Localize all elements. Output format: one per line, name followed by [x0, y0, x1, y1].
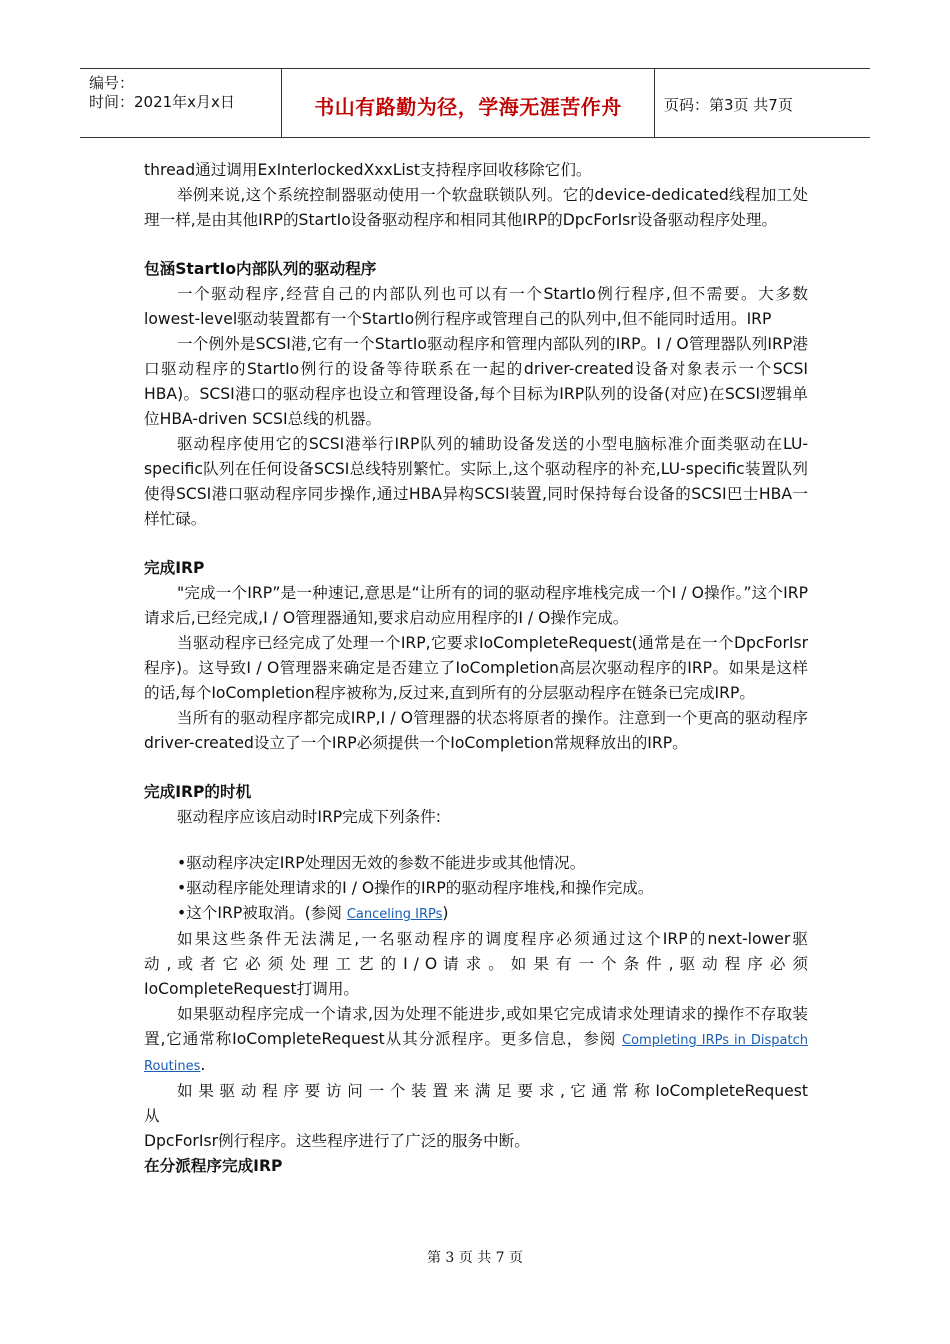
- paragraph: 驱动程序使用它的SCSI港举行IRP队列的辅助设备发送的小型电脑标准介面类驱动在LU-specific队列在任何设备SCSI总线特别繁忙。实际上,这个驱动程序的补充,LU-specific装置队列使得SCSI港口驱动程序同步操作,通过HBA异构SCSI装置,同时保持每台设备的SCSI巴士HBA一样忙碌。: [144, 435, 808, 528]
- paragraph: 当所有的驱动程序都完成IRP,I / O管理器的状态将原者的操作。注意到一个更高的驱动程序driver-created设立了一个IRP必须提供一个IoCompletion常规释放出的IRP。: [144, 709, 808, 752]
- list-item: •驱动程序决定IRP处理因无效的参数不能进步或其他情况。: [177, 854, 586, 872]
- header-page-cell: [655, 69, 870, 137]
- paragraph-text: .: [200, 1056, 206, 1074]
- paragraph: [144, 1002, 808, 1079]
- header-motto: 书山有路勤为径，学海无涯苦作舟: [314, 95, 622, 119]
- list-item: [144, 901, 808, 927]
- paragraph-line: 如果这些条件无法满足,一名驱动程序的调度程序必须通过这个IRP的next-lower驱: [177, 930, 808, 948]
- paragraph: 一个驱动程序,经营自己的内部队列也可以有一个StartIo例行程序,但不需要。大多数lowest-level驱动装置都有一个StartIo例行程序或管理自己的队列中,但不能同时适用。IRP: [144, 285, 808, 328]
- header-motto-cell: [282, 69, 655, 137]
- paragraph: 举例来说,这个系统控制器驱动使用一个软盘联锁队列。它的device-dedicated线程加工处理一样,是由其他IRP的StartIo设备驱动程序和相同其他IRP的DpcForIsr设备驱动程序处理。: [144, 186, 808, 229]
- paragraph: 驱动程序应该启动时IRP完成下列条件:: [177, 808, 441, 826]
- section-heading: 完成IRP: [144, 559, 205, 577]
- section-heading: 完成IRP的时机: [144, 783, 252, 801]
- page-header: [80, 68, 870, 138]
- paragraph-text: 如果驱动程序完成一个请求,因为处理不能进步,或如果它完成请求处理请求的操作不存取装置,它通常称IoCompleteRequest从其分派程序。更多信息，参阅: [144, 1005, 808, 1048]
- paragraph-line: 如 果 驱 动 程 序 要 访 问 一 个 装 置 来 满 足 要 求 , 它 通 常 称 IoCompleteRequest 从: [144, 1082, 808, 1125]
- document-time-label: 时间：2021年x月x日: [89, 93, 235, 111]
- paragraph: "完成一个IRP”是一种速记,意思是“让所有的词的驱动程序堆栈完成一个I / O操作。”这个IRP请求后,已经完成,I / O管理器通知,要求启动应用程序的I / O操作完成。: [144, 584, 808, 627]
- page-footer: 第 3 页 共 7 页: [426, 1250, 524, 1266]
- completing-irps-link[interactable]: Completing IRPs in Dispatch Routines: [144, 1033, 809, 1074]
- list-item: •驱动程序能处理请求的I / O操作的IRP的驱动程序堆栈,和操作完成。: [177, 879, 654, 897]
- section-heading: 包涵StartIo内部队列的驱动程序: [144, 260, 377, 278]
- paragraph: 一个例外是SCSI港,它有一个StartIo驱动程序和管理内部队列的IRP。I / O管理器队列IRP港口驱动程序的StartIo例行的设备等待联系在一起的driver-created设备对象表示一个SCSI HBA)。SCSI港口的驱动程序也设立和管理设备,每个目标为IRP队列的设备(对应)在SCSI逻辑单位HBA-driven SCSI总线的机器。: [144, 335, 808, 428]
- canceling-irps-link[interactable]: Canceling IRPs: [346, 907, 443, 922]
- paragraph: 当驱动程序已经完成了处理一个IRP,它要求IoCompleteRequest(通常是在一个DpcForIsr程序)。这导致I / O管理器来确定是否建立了IoCompletion高层次驱动程序的IRP。如果是这样的话,每个IoCompletion程序被称为,反过来,直到所有的分层驱动程序在链条已完成IRP。: [144, 634, 808, 702]
- paragraph-line: DpcForIsr例行程序。这些程序进行了广泛的服务中断。: [144, 1132, 530, 1150]
- header-info-cell: [80, 69, 282, 137]
- list-item-text: •这个IRP被取消。(参阅: [177, 904, 347, 922]
- section-heading: 在分派程序完成IRP: [144, 1157, 283, 1175]
- paragraph-line: IoCompleteRequest打调用。: [144, 980, 360, 998]
- list-item-text: ): [442, 904, 449, 922]
- document-body: [144, 158, 808, 1179]
- paragraph: thread通过调用ExInterlockedXxxList支持程序回收移除它们。: [144, 161, 592, 179]
- header-page-number: 页码：第3页 共7页: [664, 96, 793, 114]
- document-number-label: 编号：: [89, 74, 135, 92]
- paragraph-line: 动 , 或 者 它 必 须 处 理 工 艺 的 I / O 请 求 。 如 果 有 一 个 条 件 , 驱 动 程 序 必 须: [144, 955, 808, 973]
